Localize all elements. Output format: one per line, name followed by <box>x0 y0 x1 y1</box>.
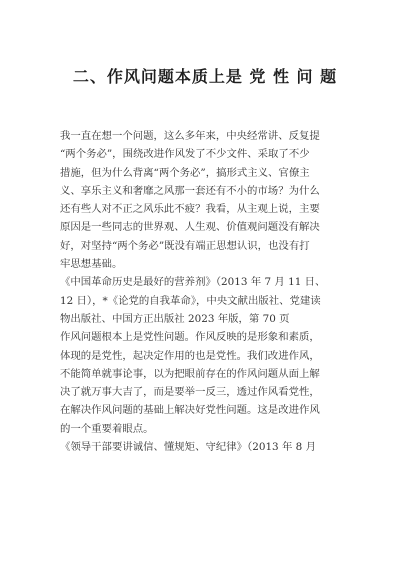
citation-line: 《中国革命历史是最好的营养剂》（2013 年 7 月 11 日、 <box>60 276 326 289</box>
text-line: 牢思想基础。 <box>60 258 123 271</box>
text-line: 体现的是党性，起决定作用的也是党性。我们改进作风， <box>60 349 320 362</box>
text-line: 还有些人对不正之风乐此不疲？我看，从主观上说，主要 <box>60 203 320 216</box>
text-line: 不能简单就事论事，以为把眼前存在的作风问题从面上解 <box>60 367 320 380</box>
citation-line: 物出版社、中国方正出版社 2023 年版，第 70 页 <box>60 312 290 325</box>
text-line: 原因是一些同志的世界观、人生观、价值观问题没有解决 <box>60 221 320 234</box>
text-line: 决了就万事大吉了，而是要举一反三，透过作风看党性， <box>60 386 320 399</box>
section-title: 二、作风问题本质上是 党 性 问 题 <box>72 67 338 86</box>
text-line: 的一个重要着眼点。 <box>60 422 154 435</box>
body-text <box>60 127 360 456</box>
text-line: 我一直在想一个问题，这么多年来，中央经常讲、反复提 <box>60 130 320 142</box>
text-line: 措施，但为什么背离“两个务必”，搞形式主义、官僚主 <box>60 166 310 179</box>
text-line: “两个务必”，围绕改进作风发了不少文件、采取了不少 <box>60 148 310 161</box>
citation-line: 12 日），*《论党的自我革命》，中央文献出版社、党建读 <box>60 294 321 307</box>
text-line: 好，对坚持“两个务必”既没有端正思想认识，也没有打 <box>60 239 310 252</box>
text-line: 义、享乐主义和奢靡之风那一套还有不小的市场？为什么 <box>60 184 320 197</box>
text-line: 在解决作风问题的基础上解决好党性问题。这是改进作风 <box>60 404 320 417</box>
citation-line: 《领导干部要讲诚信、懂规矩、守纪律》（2013 年 8 月 <box>60 441 316 454</box>
text-line: 作风问题根本上是党性问题。作风反映的是形象和素质， <box>60 331 320 344</box>
